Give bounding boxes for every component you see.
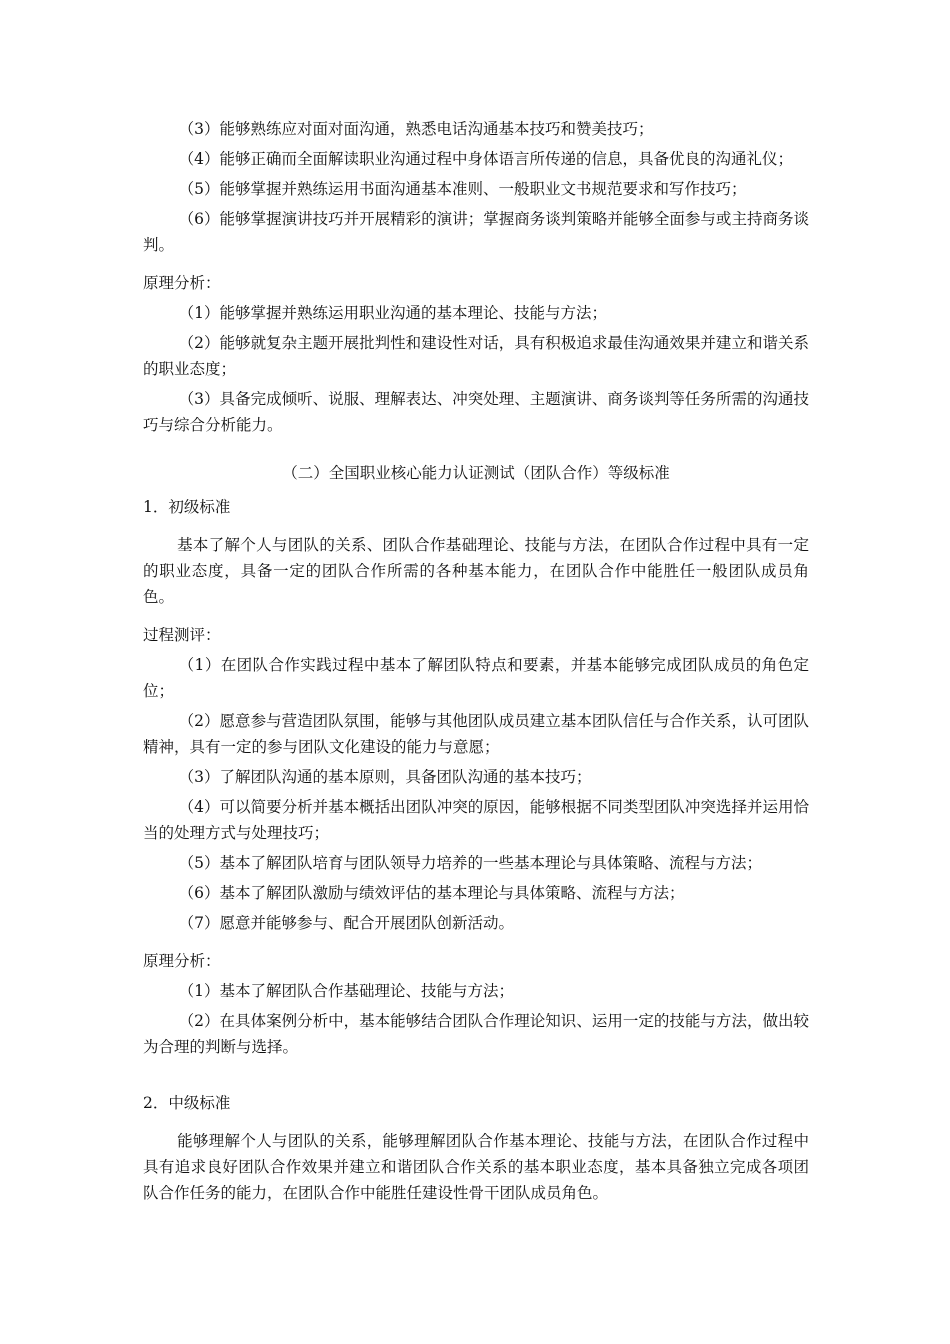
list-item: （1）能够掌握并熟练运用职业沟通的基本理论、技能与方法； bbox=[178, 304, 608, 322]
list-item: （2）在具体案例分析中，基本能够结合团队合作理论知识、运用一定的技能与方法，做出较为合理的判断与选择。 bbox=[143, 1012, 809, 1056]
list-item: （7）愿意并能够参与、配合开展团队创新活动。 bbox=[178, 914, 515, 932]
process-label: 过程测评： bbox=[143, 626, 221, 644]
level1-intro: 基本了解个人与团队的关系、团队合作基础理论、技能与方法，在团队合作过程中具有一定的职业态度，具备一定的团队合作所需的各种基本能力，在团队合作中能胜任一般团队成员角色。 bbox=[143, 536, 809, 606]
document-page bbox=[143, 116, 809, 1210]
list-item: （1）基本了解团队合作基础理论、技能与方法； bbox=[178, 982, 515, 1000]
list-item: （6）能够掌握演讲技巧并开展精彩的演讲；掌握商务谈判策略并能够全面参与或主持商务谈判。 bbox=[143, 210, 809, 254]
list-item: （3）了解团队沟通的基本原则，具备团队沟通的基本技巧； bbox=[178, 768, 592, 786]
list-item: （3）具备完成倾听、说服、理解表达、冲突处理、主题演讲、商务谈判等任务所需的沟通技巧与综合分析能力。 bbox=[143, 390, 809, 434]
level2-intro: 能够理解个人与团队的关系，能够理解团队合作基本理论、技能与方法，在团队合作过程中具有追求良好团队合作效果并建立和谐团队合作关系的基本职业态度，基本具备独立完成各项团队合作任务的能力，在团队合作中能胜任建设性骨干团队成员角色。 bbox=[143, 1132, 809, 1202]
list-item: （3）能够熟练应对面对面沟通，熟悉电话沟通基本技巧和赞美技巧； bbox=[178, 120, 654, 138]
list-item: （2）愿意参与营造团队氛围，能够与其他团队成员建立基本团队信任与合作关系，认可团队精神，具有一定的参与团队文化建设的能力与意愿； bbox=[143, 712, 809, 756]
list-item: （6）基本了解团队激励与绩效评估的基本理论与具体策略、流程与方法； bbox=[178, 884, 685, 902]
level1-title: 1．初级标准 bbox=[143, 498, 231, 516]
section-title: （二）全国职业核心能力认证测试（团队合作）等级标准 bbox=[282, 464, 670, 482]
principle-label: 原理分析： bbox=[143, 274, 221, 292]
principle-label: 原理分析： bbox=[143, 952, 221, 970]
list-item: （5）基本了解团队培育与团队领导力培养的一些基本理论与具体策略、流程与方法； bbox=[178, 854, 763, 872]
list-item: （5）能够掌握并熟练运用书面沟通基本准则、一般职业文书规范要求和写作技巧； bbox=[178, 180, 747, 198]
list-item: （1）在团队合作实践过程中基本了解团队特点和要素，并基本能够完成团队成员的角色定位； bbox=[143, 656, 809, 700]
level2-title: 2．中级标准 bbox=[143, 1094, 231, 1112]
list-item: （4）可以简要分析并基本概括出团队冲突的原因，能够根据不同类型团队冲突选择并运用恰当的处理方式与处理技巧； bbox=[143, 798, 809, 842]
list-item: （4）能够正确而全面解读职业沟通过程中身体语言所传递的信息，具备优良的沟通礼仪； bbox=[178, 150, 794, 168]
list-item: （2）能够就复杂主题开展批判性和建设性对话，具有积极追求最佳沟通效果并建立和谐关系的职业态度； bbox=[143, 334, 809, 378]
